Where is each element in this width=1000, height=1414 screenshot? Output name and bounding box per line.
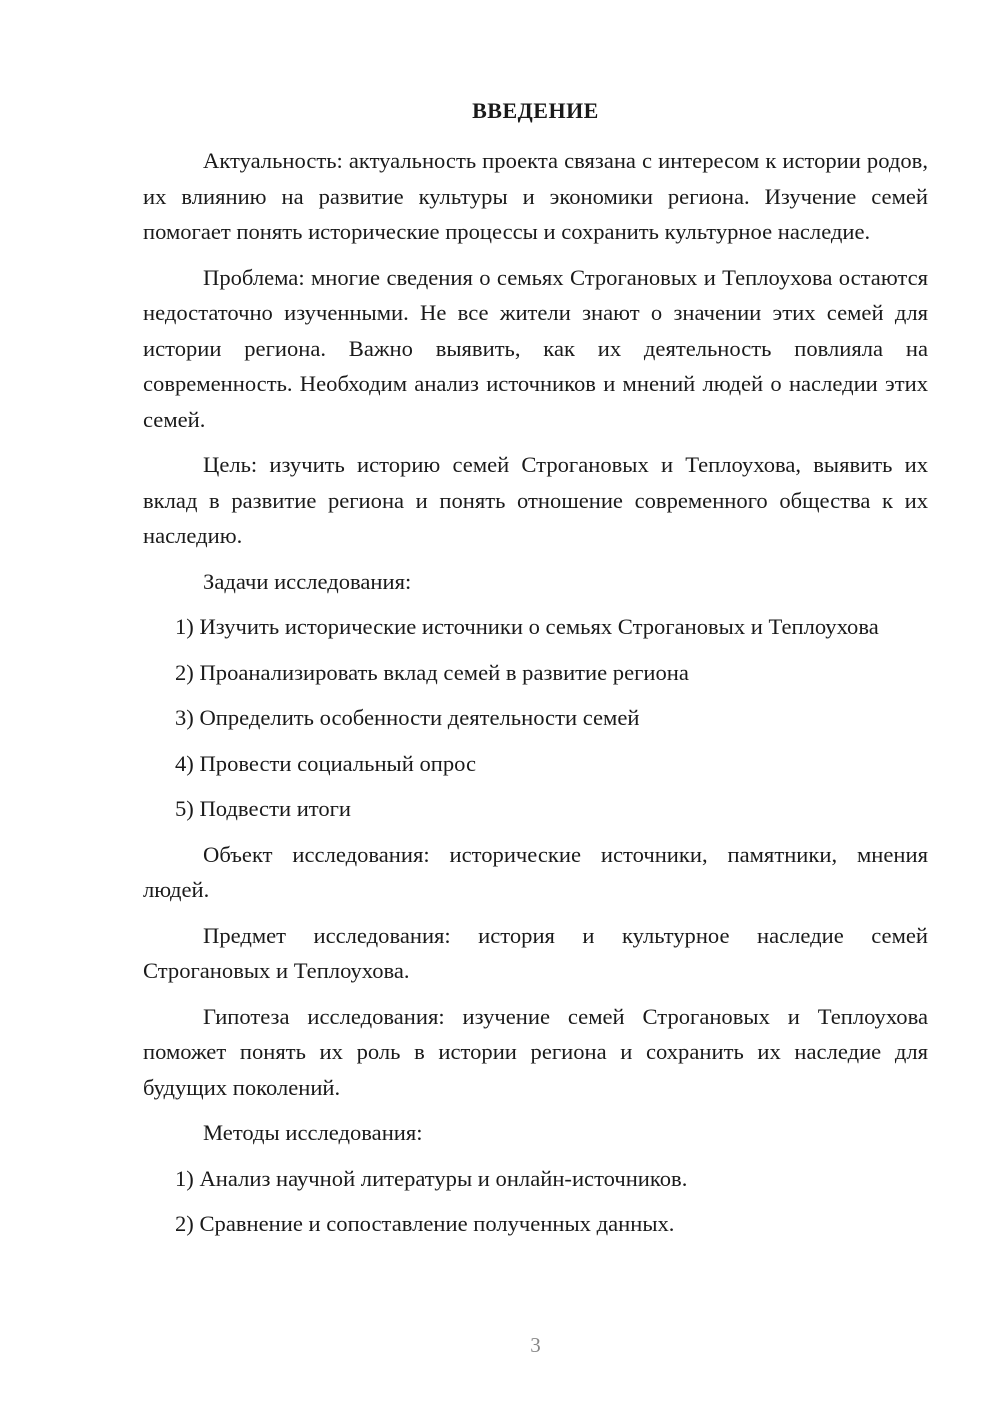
method-item-2: 2) Сравнение и сопоставление полученных данных. bbox=[175, 1211, 675, 1236]
method-item-1: 1) Анализ научной литературы и онлайн-источников. bbox=[175, 1165, 688, 1191]
paragraph-object: Объект исследования: исторические источники, памятники, мнения людей. bbox=[143, 841, 928, 902]
task-item-5: 5) Подвести итоги bbox=[175, 796, 352, 821]
paragraph-goal: Цель: изучить историю семей Строгановых и Теплоухова, выявить их вклад в развитие региона и понять отношение современного общества к их наследию. bbox=[143, 452, 928, 548]
task-item-1: 1) Изучить исторические источники о семьях Строгановых и Теплоухова bbox=[175, 614, 879, 639]
methods-heading: Методы исследования: bbox=[203, 1120, 423, 1145]
tasks-heading: Задачи исследования: bbox=[203, 568, 412, 594]
task-item-3: 3) Определить особенности деятельности семей bbox=[175, 705, 640, 730]
task-item-4: 4) Провести социальный опрос bbox=[175, 750, 477, 776]
document-page bbox=[143, 0, 928, 1414]
page-number: 3 bbox=[530, 1333, 541, 1357]
paragraph-problem: Проблема: многие сведения о семьях Строгановых и Теплоухова остаются недостаточно изученными. Не все жители знают о значении этих семей для истории региона. Важно выявить, как их деятельность повлияла на современность. Необходим анализ источников и мнений людей о наследии этих семей. bbox=[143, 264, 928, 432]
paragraph-subject: Предмет исследования: история и культурное наследие семей Строгановых и Теплоухова. bbox=[143, 922, 928, 983]
paragraph-hypothesis: Гипотеза исследования: изучение семей Строгановых и Теплоухова поможет понять их роль в истории региона и сохранить их наследие для будущих поколений. bbox=[143, 1003, 928, 1100]
page-content bbox=[143, 143, 928, 1252]
paragraph-relevance: Актуальность: актуальность проекта связана с интересом к истории родов, их влиянию на развитие культуры и экономики региона. Изучение семей помогает понять исторические процессы и сохранить культурное наследие. bbox=[143, 148, 928, 244]
task-item-2: 2) Проанализировать вклад семей в развитие региона bbox=[175, 659, 689, 685]
page-title: ВВЕДЕНИЕ bbox=[472, 98, 599, 123]
